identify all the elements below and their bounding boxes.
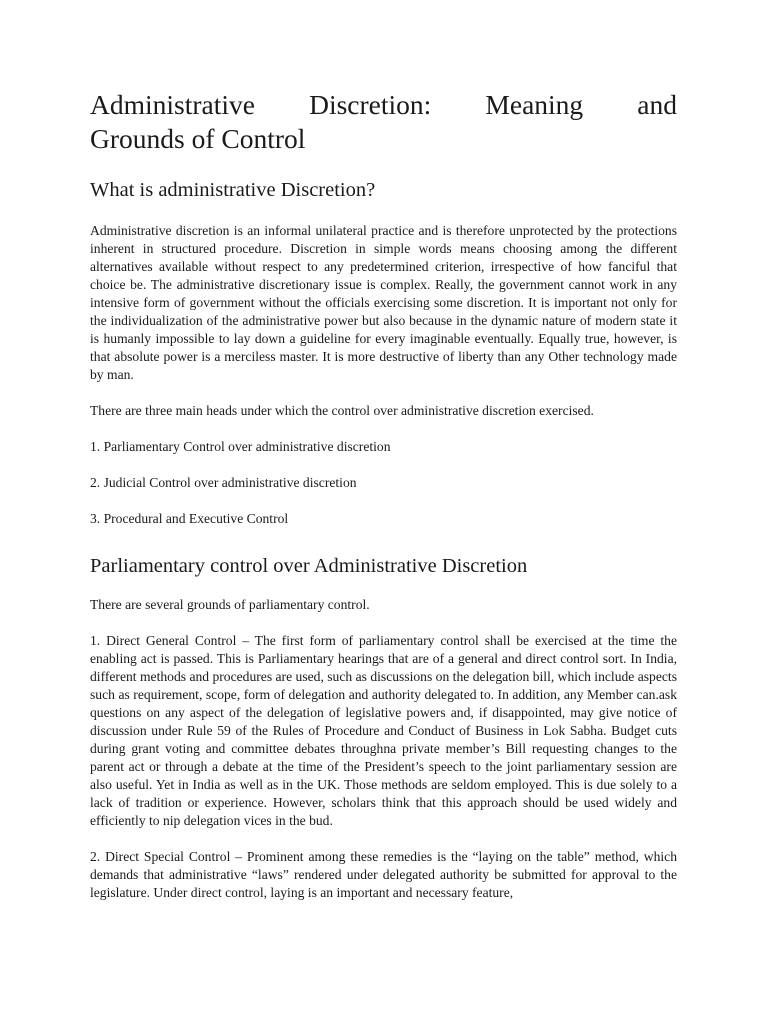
list-item-judicial: 2. Judicial Control over administrative discretion — [90, 475, 357, 490]
section-heading-parliamentary: Parliamentary control over Administrative Discretion — [90, 555, 528, 577]
section-heading-what-is: What is administrative Discretion? — [90, 179, 376, 201]
paragraph-grounds-intro: There are several grounds of parliamentary control. — [90, 597, 370, 612]
title-line-1 — [90, 88, 677, 122]
title-word: Administrative — [90, 89, 255, 120]
title-word: and — [637, 89, 677, 120]
title-line-2: Grounds of Control — [90, 123, 306, 154]
paragraph-direct-special-control: 2. Direct Special Control – Prominent among these remedies is the “laying on the table” method, which demands that administrative “laws” rendered under delegated authority be submitted for approval to the legislature. Under direct control, laying is an important and necessary feature, — [90, 849, 677, 900]
document-page — [90, 88, 677, 902]
paragraph-direct-general-control: 1. Direct General Control – The first form of parliamentary control shall be exercised at the time the enabling act is passed. This is Parliamentary hearings that are of a general and direct control sort. In India, different methods and procedures are used, such as discussions on the delegation bill, which include aspects such as requirement, scope, form of delegation and authority delegated to. In addition, any Member can.ask questions on any aspect of the delegation of legislative powers and, if disappointed, may give notice of discussion under Rule 59 of the Rules of Procedure and Conduct of Business in Lok Sabha. Budget cuts during grant voting and committee debates throughna private member’s Bill requesting changes to the parent act or through a debate at the time of the President’s speech to the joint parliamentary session are also useful. Yet in India as well as in the UK. Those methods are seldom employed. This is due solely to a lack of tradition or experience. However, scholars think that this approach should be used widely and efficiently to nip delegation vices in the bud. — [90, 633, 677, 828]
title-word: Discretion: — [309, 89, 432, 120]
list-item-parliamentary: 1. Parliamentary Control over administrative discretion — [90, 439, 391, 454]
paragraph-three-heads: There are three main heads under which the control over administrative discretion exercised. — [90, 403, 594, 418]
list-item-procedural: 3. Procedural and Executive Control — [90, 511, 289, 526]
paragraph-definition: Administrative discretion is an informal unilateral practice and is therefore unprotected by the protections inherent in structured procedure. Discretion in simple words means choosing among the different alternatives available without respect to any predetermined criterion, irrespective of how fanciful that choice be. The administrative discretionary issue is complex. Really, the government cannot work in any intensive form of government without the officials exercising some discretion. It is important not only for the individualization of the administrative power but also because in the dynamic nature of modern state it is humanly impossible to lay down a guideline for every imaginable eventually. Equally true, however, is that absolute power is a merciless master. It is more destructive of liberty than any Other technology made by man. — [90, 223, 677, 382]
title-word: Meaning — [485, 89, 584, 120]
document-title — [90, 88, 677, 156]
